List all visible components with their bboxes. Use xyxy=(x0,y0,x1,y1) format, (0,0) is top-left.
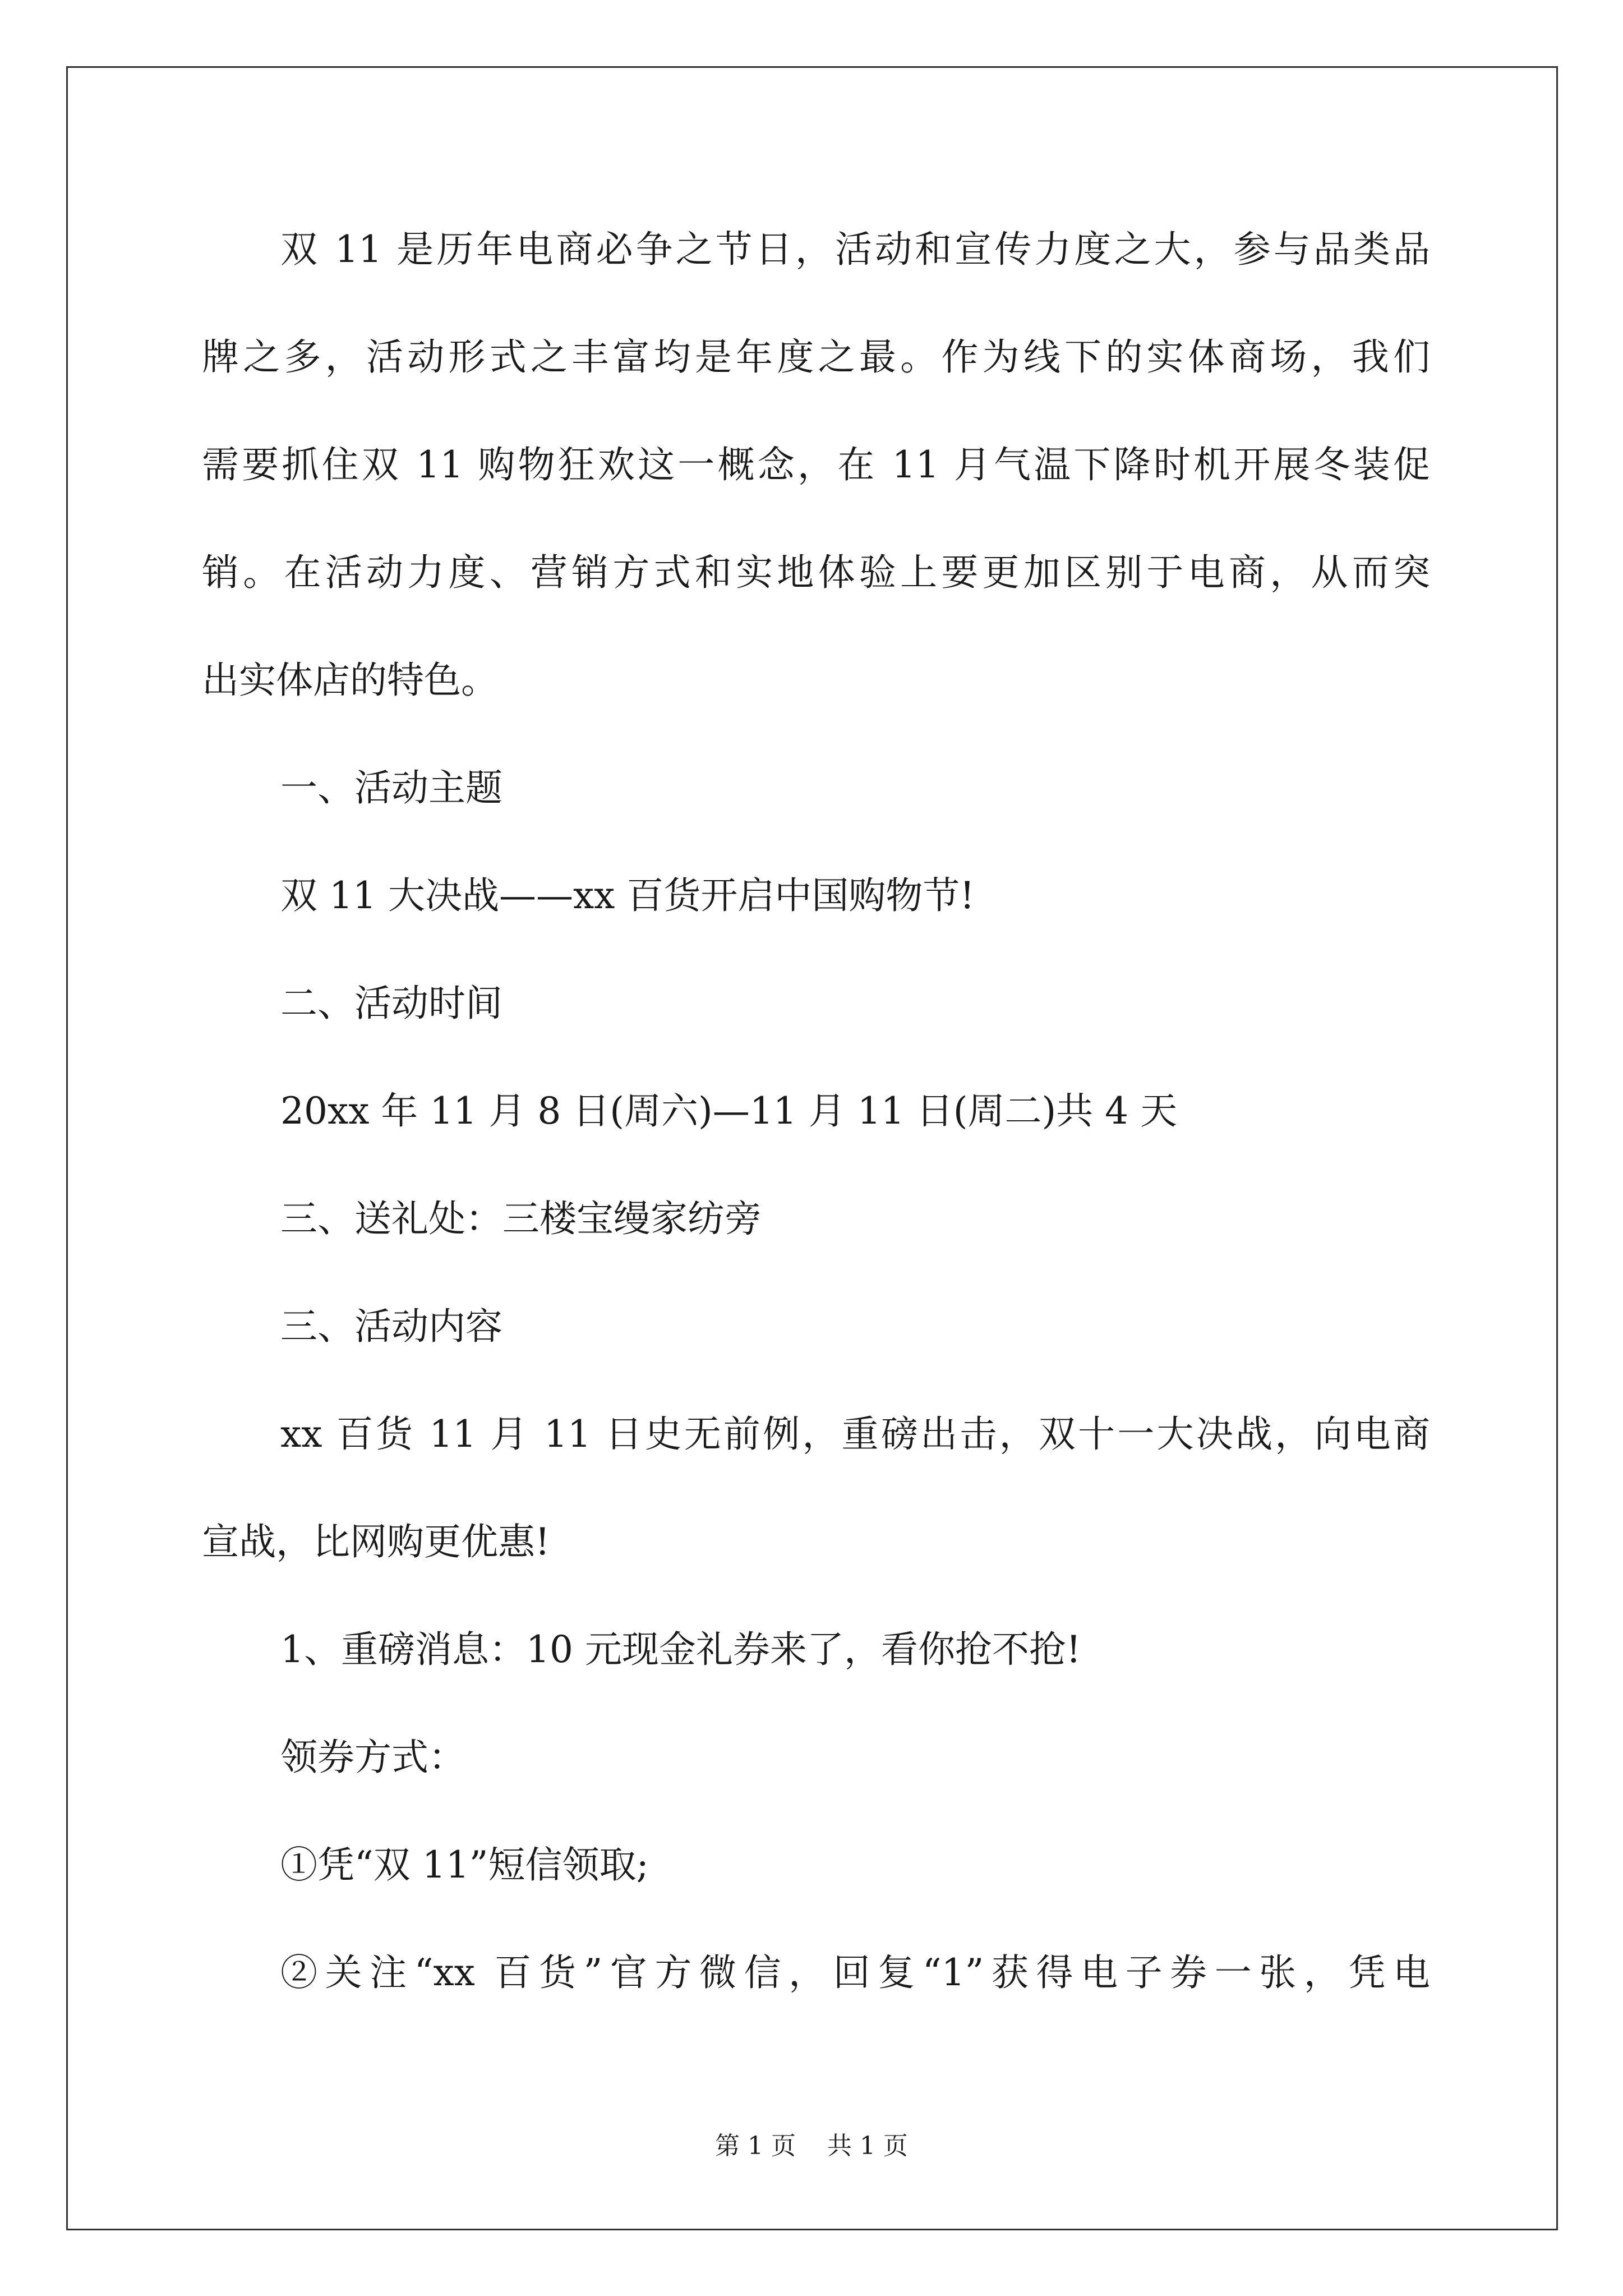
paragraph-line: xx 百货 11 月 11 日史无前例，重磅出击，双十一大决战，向电商 xyxy=(280,1412,1430,1456)
list-item: ②关注“xx 百货”官方微信，回复“1”获得电子券一张，凭电 xyxy=(280,1951,1430,1994)
paragraph-line: 双 11 大决战——xx 百货开启中国购物节! xyxy=(280,874,975,917)
paragraph-line: 1、重磅消息：10 元现金礼券来了，看你抢不抢! xyxy=(280,1628,1081,1671)
list-item: ①凭“双 11”短信领取; xyxy=(280,1843,649,1887)
paragraph-line: 20xx 年 11 月 8 日(周六)—11 月 11 日(周二)共 4 天 xyxy=(280,1089,1178,1133)
section-heading: 一、活动主题 xyxy=(280,766,502,809)
section-heading: 三、送礼处：三楼宝缦家纺旁 xyxy=(280,1197,762,1240)
paragraph-line: 需要抓住双 11 购物狂欢这一概念，在 11 月气温下降时机开展冬装促 xyxy=(202,443,1430,486)
document-body xyxy=(202,216,1430,2047)
section-heading: 三、活动内容 xyxy=(280,1305,502,1348)
paragraph-line: 宣战，比网购更优惠! xyxy=(202,1520,550,1563)
page-footer xyxy=(0,2129,1623,2163)
page-number: 第 1 页 xyxy=(715,2132,796,2160)
paragraph-line: 双 11 是历年电商必争之节日，活动和宣传力度之大，参与品类品 xyxy=(280,228,1430,271)
paragraph-line: 出实体店的特色。 xyxy=(202,659,498,702)
paragraph-line: 领券方式： xyxy=(280,1736,465,1779)
paragraph-line: 销。在活动力度、营销方式和实地体验上要更加区别于电商，从而突 xyxy=(202,551,1430,594)
section-heading: 二、活动时间 xyxy=(280,982,502,1025)
paragraph-line: 牌之多，活动形式之丰富均是年度之最。作为线下的实体商场，我们 xyxy=(202,335,1430,379)
page-total: 共 1 页 xyxy=(827,2132,908,2160)
